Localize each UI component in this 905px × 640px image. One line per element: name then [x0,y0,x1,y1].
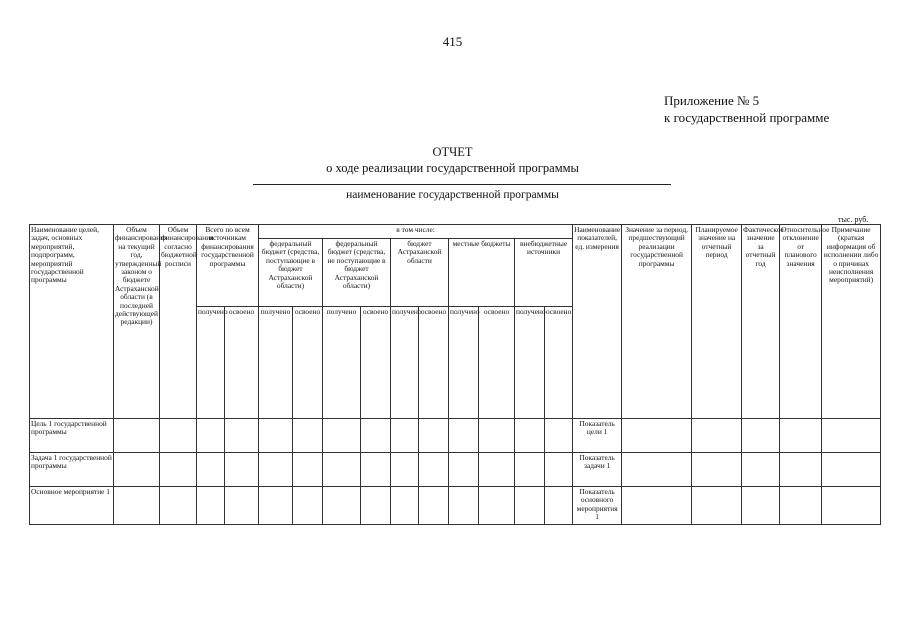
program-name-caption: наименование государственной программы [346,189,559,201]
program-name-underline [253,184,671,185]
row-name: Цель 1 государственной программы [30,419,114,453]
header-federal-not-used: освоено [361,307,391,419]
header-planned-value: Планируемое значение на отчетный период [692,225,742,419]
header-total-received: получено [197,307,225,419]
header-federal-received: получено [259,307,293,419]
header-regional-used: освоено [419,307,449,419]
header-federal-not-received: получено [323,307,361,419]
row-name: Задача 1 государственной программы [30,453,114,487]
header-total-sources: Всего по всем источникам финансирования государственной программы [197,225,259,307]
units-label: тыс. руб. [838,215,869,224]
page-number: 415 [442,34,463,49]
report-table [29,224,881,525]
header-federal-used: освоено [293,307,323,419]
header-actual-value: Фактическое значение за отчетный год [742,225,780,419]
header-regional: бюджет Астраханской области [391,239,449,307]
header-indicator-name: Наименование показателей, ед. измерения [573,225,622,419]
table-row [30,487,881,525]
table-row [30,419,881,453]
header-federal-not: федеральный бюджет (средства, не поступающие в бюджет Астраханской области) [323,239,391,307]
header-relative-deviation: Относительное отклонение от планового значения [780,225,822,419]
appendix-caption [664,92,829,126]
row-indicator: Показатель задачи 1 [573,453,622,487]
header-prev-period-value: Значение за период, предшествующий реализации государственной программы [622,225,692,419]
row-indicator: Показатель основного мероприятия 1 [573,487,622,525]
header-name: Наименование целей, задач, основных мероприятий, подпрограмм, мероприятий государственной программы [30,225,114,419]
header-local-received: получено [449,307,479,419]
header-regional-received: получено [391,307,419,419]
header-volume-budget: Объем финансирования согласно бюджетной росписи [160,225,197,419]
header-volume-law: Объем финансирования на текущий год, утвержденный законом о бюджете Астраханской области (в последней действующей редакции) [114,225,160,419]
header-local-used: освоено [479,307,515,419]
header-total-used: освоено [225,307,259,419]
header-federal: федеральный бюджет (средства, поступающие в бюджет Астраханской области) [259,239,323,307]
header-extrabudget: внебюджетные источники [515,239,573,307]
row-name: Основное мероприятие 1 [30,487,114,525]
report-title: ОТЧЕТ [432,145,473,159]
header-extrabudget-used: освоено [545,307,573,419]
report-title-block [0,144,905,176]
appendix-line-2: к государственной программе [664,110,830,125]
report-subtitle: о ходе реализации государственной программы [326,161,579,175]
header-including: в том числе: [259,225,573,239]
row-indicator: Показатель цели 1 [573,419,622,453]
header-note: Примечание (краткая информация об исполнении либо о причинах неисполнения мероприятий) [822,225,881,419]
table-row [30,453,881,487]
header-extrabudget-received: получено [515,307,545,419]
header-local: местные бюджеты [449,239,515,307]
appendix-line-1: Приложение № 5 [664,93,760,108]
